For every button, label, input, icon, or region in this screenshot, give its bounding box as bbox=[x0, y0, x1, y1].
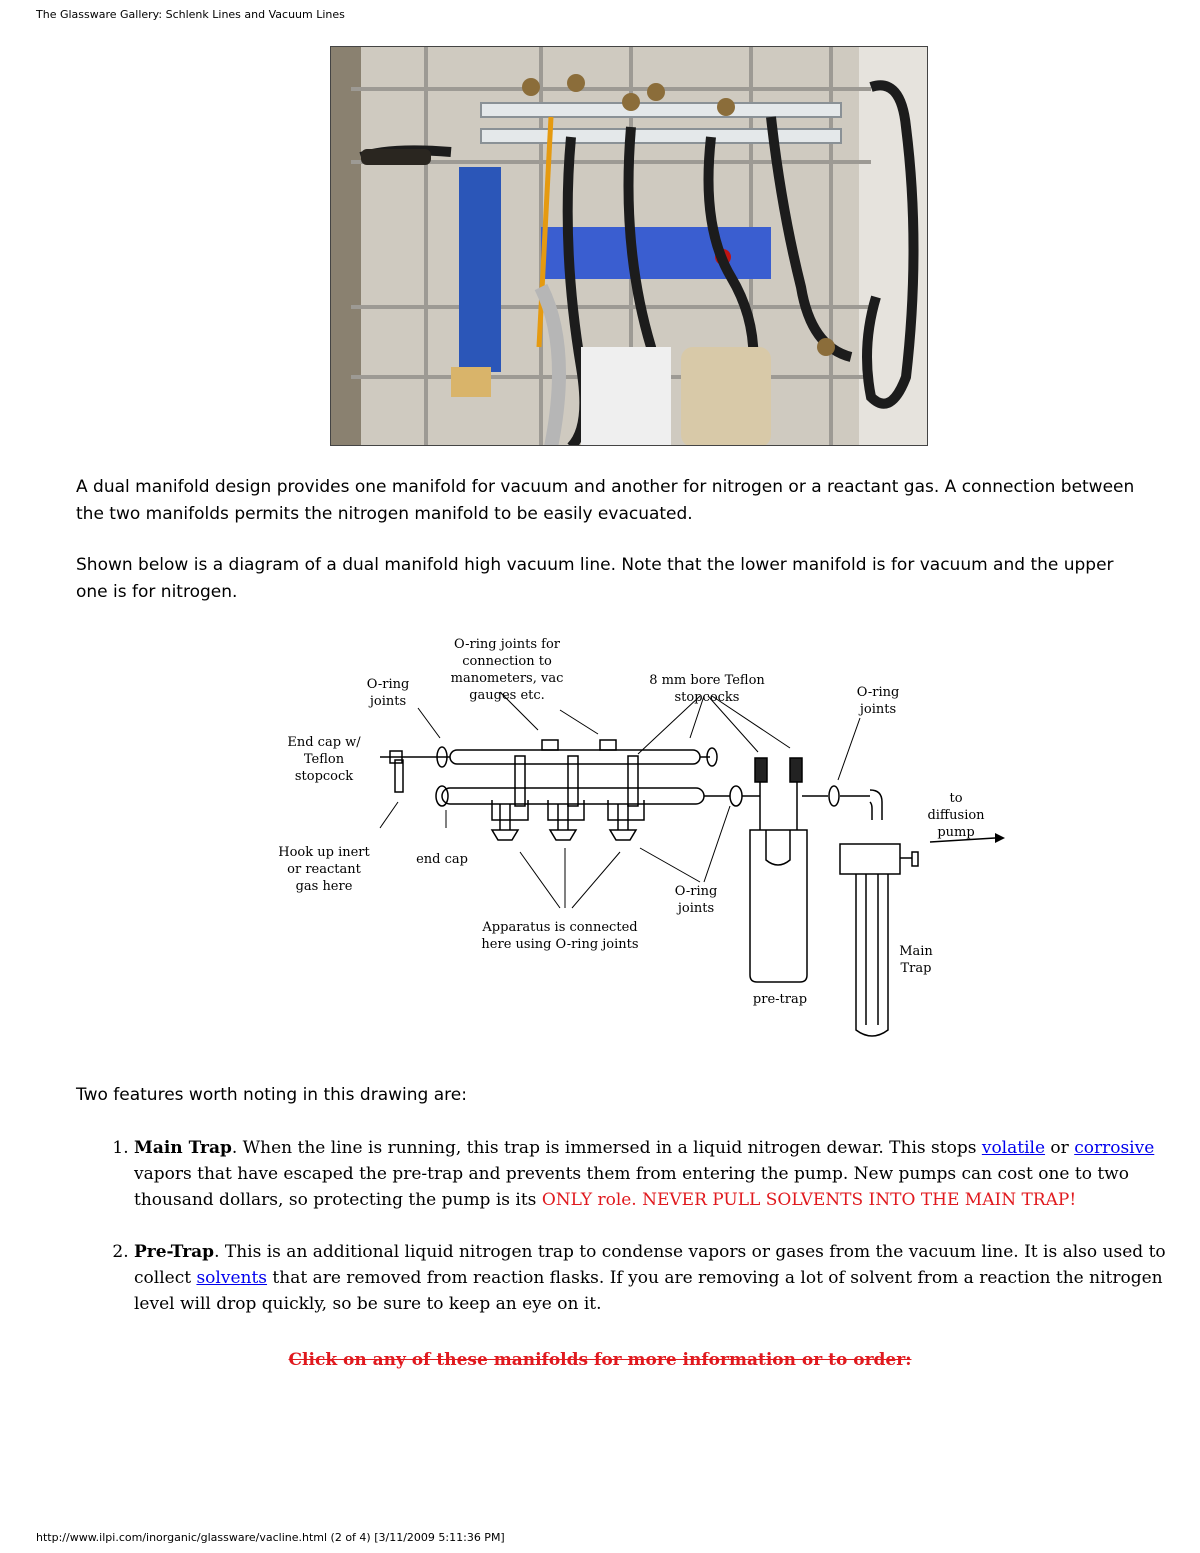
svg-text:8 mm bore Teflonstopcocks bbox=[649, 673, 765, 705]
page-footer-url: http://www.ilpi.com/inorganic/glassware/vacline.html (2 of 4) [3/11/2009 5:11:36 PM] bbox=[36, 1531, 505, 1544]
label-apparatus-2: here using O-ring joints bbox=[481, 937, 639, 952]
svg-text:O-ringjoints bbox=[675, 884, 718, 916]
svg-text:O-ring joints forconnection to bbox=[451, 637, 564, 703]
svg-text:Apparatus is connectedhere usi bbox=[481, 920, 638, 952]
intro-paragraph-1: A dual manifold design provides one manifold for vacuum and another for nitrogen or a reactant gas. A connection between the two manifolds permits the nitrogen manifold to be easily evacuated. bbox=[76, 477, 1135, 524]
label-oring-joints-right-2: joints bbox=[859, 702, 897, 717]
label-oring-top-1: O-ring joints for bbox=[454, 637, 560, 652]
label-to-pump-3: pump bbox=[937, 825, 975, 840]
dual-manifold-diagram-drawing bbox=[260, 630, 1020, 1050]
svg-text:todiffusionpump bbox=[927, 791, 985, 840]
label-end-cap-teflon-3: stopcock bbox=[294, 769, 354, 784]
label-end-cap: end cap bbox=[416, 852, 468, 867]
vacuum-line-photo bbox=[330, 46, 928, 446]
label-oring-joints-right-1: O-ring bbox=[856, 685, 900, 700]
svg-text:End cap w/Teflonstopcock bbox=[287, 735, 361, 784]
label-end-cap-teflon-2: Teflon bbox=[303, 752, 345, 767]
svg-text:O-ringjoints bbox=[367, 677, 410, 709]
page-header-title: The Glassware Gallery: Schlenk Lines and Vacuum Lines bbox=[36, 8, 345, 21]
intro-paragraph-2: Shown below is a diagram of a dual manifold high vacuum line. Note that the lower manifold is for vacuum and the upper one is for nitrogen. bbox=[76, 555, 1114, 602]
label-to-pump-2: diffusion bbox=[927, 808, 985, 823]
label-end-cap-teflon-1: End cap w/ bbox=[287, 735, 361, 750]
label-oring-top-3: manometers, vac bbox=[450, 671, 564, 686]
label-main-trap-1: Main bbox=[899, 944, 933, 959]
label-oring-joints-bottom-1: O-ring bbox=[674, 884, 718, 899]
label-hook-up-3: gas here bbox=[295, 879, 353, 894]
feature-text: or bbox=[1045, 1138, 1075, 1158]
feature-term: Main Trap bbox=[134, 1138, 232, 1158]
vacuum-line-photo-drawing bbox=[331, 47, 928, 446]
label-oring-joints-left-1: O-ring bbox=[366, 677, 410, 692]
label-to-pump-1: to bbox=[949, 791, 963, 806]
solvents-link[interactable]: solvents bbox=[196, 1268, 268, 1288]
svg-text:O-ringjoints bbox=[857, 685, 900, 717]
label-stopcocks-2: stopcocks bbox=[674, 690, 740, 705]
dual-manifold-diagram bbox=[260, 630, 1020, 1050]
warning-text: ONLY role. NEVER PULL SOLVENTS INTO THE MAIN TRAP! bbox=[541, 1190, 1077, 1210]
label-oring-top-2: connection to bbox=[462, 654, 552, 669]
label-pre-trap: pre-trap bbox=[752, 992, 808, 1007]
feature-text: . When the line is running, this trap is immersed in a liquid nitrogen dewar. This stops bbox=[231, 1138, 982, 1158]
svg-text:Hook up inertor reactantgas he bbox=[278, 845, 370, 894]
features-list bbox=[76, 1135, 1186, 1343]
volatile-link[interactable]: volatile bbox=[981, 1138, 1046, 1158]
label-apparatus-1: Apparatus is connected bbox=[482, 920, 638, 935]
features-intro: Two features worth noting in this drawing are: bbox=[76, 1085, 467, 1105]
label-oring-top-4: gauges etc. bbox=[469, 688, 545, 703]
feature-text: . This is an additional liquid nitrogen trap to condense vapors or gases from the vacuum line. It is also used to collect bbox=[134, 1242, 1166, 1288]
label-oring-joints-left-2: joints bbox=[369, 694, 407, 709]
feature-text: that are removed from reaction flasks. If you are removing a lot of solvent from a reaction the nitrogen level will drop quickly, so be sure to keep an eye on it. bbox=[134, 1268, 1163, 1314]
label-stopcocks-1: 8 mm bore Teflon bbox=[649, 673, 765, 688]
feature-pre-trap bbox=[134, 1239, 1186, 1317]
feature-text: vapors that have escaped the pre-trap and prevents them from entering the pump. New pumps can cost one to two thousand dollars, so protecting the pump is its bbox=[134, 1164, 1129, 1210]
label-main-trap-2: Trap bbox=[900, 961, 932, 976]
corrosive-link[interactable]: corrosive bbox=[1074, 1138, 1155, 1158]
svg-text:MainTrap bbox=[899, 944, 933, 976]
label-oring-joints-bottom-2: joints bbox=[677, 901, 715, 916]
label-hook-up-1: Hook up inert bbox=[278, 845, 370, 860]
label-hook-up-2: or reactant bbox=[287, 862, 361, 877]
feature-term: Pre-Trap bbox=[134, 1242, 215, 1262]
order-call-to-action[interactable]: Click on any of these manifolds for more information or to order: bbox=[288, 1350, 912, 1370]
feature-main-trap bbox=[134, 1135, 1186, 1213]
